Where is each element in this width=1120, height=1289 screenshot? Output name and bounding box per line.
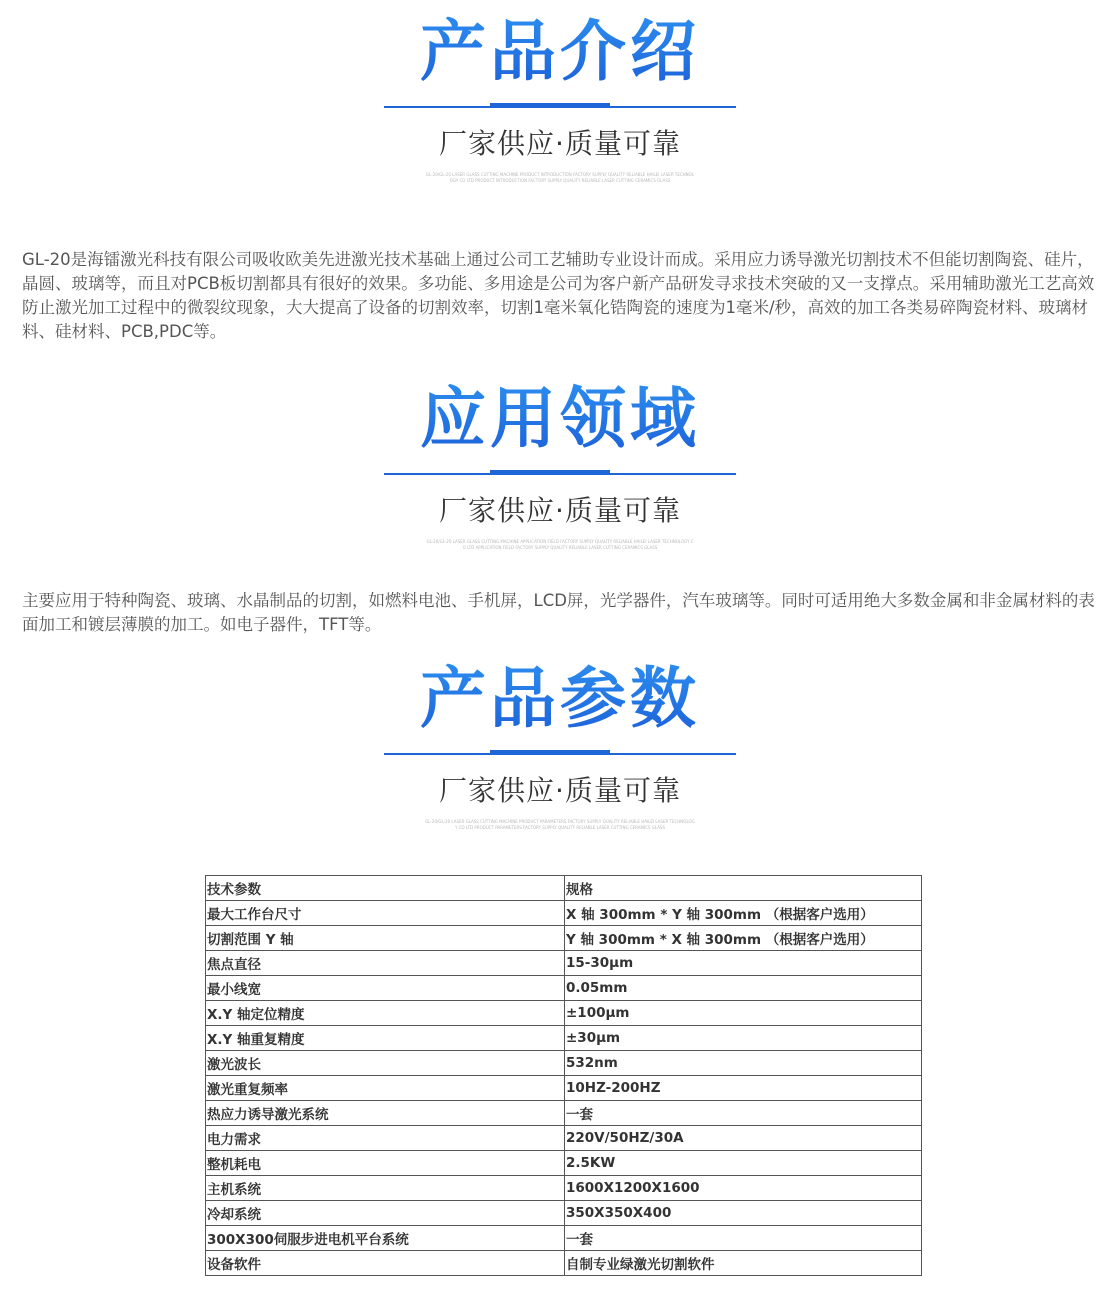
table-row (206, 901, 922, 926)
section-header-parameters (0, 657, 1120, 831)
param-value-cell: 220V/50HZ/30A (565, 1126, 922, 1151)
section-subtitle: 厂家供应·质量可靠 (439, 774, 681, 807)
parameters-table (205, 875, 922, 1276)
table-row (206, 1001, 922, 1026)
decorative-fine-text: GL-20/GL-20 LASER GLASS CUTTING MACHINE APPLICATION FIELD FACTORY SUPPLY QUALITY RELIABLE HAILEI LASER TECHNOLOGY CO LTD APPLICATION FIELD FACTORY SUPPLY QUALITY RELIABLE LASER CUTTING CERAMICS GLASS (426, 539, 694, 550)
table-row (206, 1151, 922, 1176)
table-row (206, 1176, 922, 1201)
table-row (206, 1026, 922, 1051)
parameters-table-body (206, 876, 922, 1276)
param-value-cell: 0.05mm (565, 976, 922, 1001)
title-divider (384, 106, 736, 108)
section-subtitle: 厂家供应·质量可靠 (439, 494, 681, 527)
decorative-fine-text: GL-20/GL-20 LASER GLASS CUTTING MACHINE PRODUCT INTRODUCTION FACTORY SUPPLY QUALITY RELIABLE HAILEI LASER TECHNOLOGY CO LTD PRODUCT INTRODUCTION FACTORY SUPPLY QUALITY RELIABLE LASER CUTTING CERAMICS GLASS (425, 172, 695, 183)
param-name-cell: 最小线宽 (206, 976, 565, 1001)
param-name-cell: 整机耗电 (206, 1151, 565, 1176)
param-value-cell: 规格 (565, 876, 922, 901)
section-header-application (0, 377, 1120, 551)
param-name-cell: 300X300伺服步进电机平台系统 (206, 1226, 565, 1251)
section-title: 产品介绍 (0, 10, 1120, 94)
param-name-cell: 激光波长 (206, 1051, 565, 1076)
param-name-cell: 切割范围 Y 轴 (206, 926, 565, 951)
param-name-cell: 设备软件 (206, 1251, 565, 1276)
param-name-cell: X.Y 轴重复精度 (206, 1026, 565, 1051)
param-name-cell: 焦点直径 (206, 951, 565, 976)
param-value-cell: 350X350X400 (565, 1201, 922, 1226)
section-subtitle: 厂家供应·质量可靠 (439, 127, 681, 160)
param-name-cell: 冷却系统 (206, 1201, 565, 1226)
table-row (206, 1101, 922, 1126)
table-row (206, 1076, 922, 1101)
intro-paragraph: GL-20是海镭激光科技有限公司吸收欧美先进激光技术基础上通过公司工艺辅助专业设计而成。采用应力诱导激光切割技术不但能切割陶瓷、硅片，晶圆、玻璃等，而且对PCB板切割都具有很好的效果。多功能、多用途是公司为客户新产品研发寻求技术突破的又一支撑点。采用辅助激光工艺高效防止激光加工过程中的微裂纹现象，大大提高了设备的切割效率，切割1毫米氧化锆陶瓷的速度为1毫米/秒，高效的加工各类易碎陶瓷材料、玻璃材料、硅材料、PCB,PDC等。 (22, 250, 1095, 341)
param-name-cell: 激光重复频率 (206, 1076, 565, 1101)
divider-accent (490, 470, 610, 475)
title-divider (384, 473, 736, 475)
param-name-cell: X.Y 轴定位精度 (206, 1001, 565, 1026)
table-row (206, 1126, 922, 1151)
param-value-cell: 自制专业绿激光切割软件 (565, 1251, 922, 1276)
param-value-cell: ±30μm (565, 1026, 922, 1051)
divider-accent (490, 103, 610, 108)
param-name-cell: 技术参数 (206, 876, 565, 901)
param-name-cell: 电力需求 (206, 1126, 565, 1151)
param-name-cell: 热应力诱导激光系统 (206, 1101, 565, 1126)
table-row (206, 1051, 922, 1076)
table-row (206, 926, 922, 951)
param-value-cell: Y 轴 300mm * X 轴 300mm （根据客户选用） (565, 926, 922, 951)
section-title: 应用领域 (0, 377, 1120, 461)
title-divider (384, 753, 736, 755)
param-value-cell: 1600X1200X1600 (565, 1176, 922, 1201)
param-value-cell: 10HZ-200HZ (565, 1076, 922, 1101)
param-value-cell: ±100μm (565, 1001, 922, 1026)
param-value-cell: 532nm (565, 1051, 922, 1076)
param-name-cell: 最大工作台尺寸 (206, 901, 565, 926)
decorative-fine-text: GL-20/GL-20 LASER GLASS CUTTING MACHINE PRODUCT PARAMETERS FACTORY SUPPLY QUALITY RELIABLE HAILEI LASER TECHNOLOGY CO LTD PRODUCT PARAMETERS FACTORY SUPPLY QUALITY RELIABLE LASER CUTTING CERAMICS GLASS (425, 819, 695, 830)
param-value-cell: 一套 (565, 1226, 922, 1251)
table-row (206, 976, 922, 1001)
param-value-cell: 15-30μm (565, 951, 922, 976)
table-row (206, 1251, 922, 1276)
table-row (206, 951, 922, 976)
application-paragraph: 主要应用于特种陶瓷、玻璃、水晶制品的切割，如燃料电池、手机屏，LCD屏，光学器件，汽车玻璃等。同时可适用绝大多数金属和非金属材料的表面加工和镀层薄膜的加工。如电子器件，TFT等。 (22, 591, 1095, 634)
section-header-intro (0, 10, 1120, 184)
section-title: 产品参数 (0, 657, 1120, 741)
param-value-cell: 2.5KW (565, 1151, 922, 1176)
table-row (206, 1201, 922, 1226)
table-row (206, 876, 922, 901)
divider-accent (490, 750, 610, 755)
param-value-cell: 一套 (565, 1101, 922, 1126)
param-name-cell: 主机系统 (206, 1176, 565, 1201)
param-value-cell: X 轴 300mm * Y 轴 300mm （根据客户选用） (565, 901, 922, 926)
table-row (206, 1226, 922, 1251)
